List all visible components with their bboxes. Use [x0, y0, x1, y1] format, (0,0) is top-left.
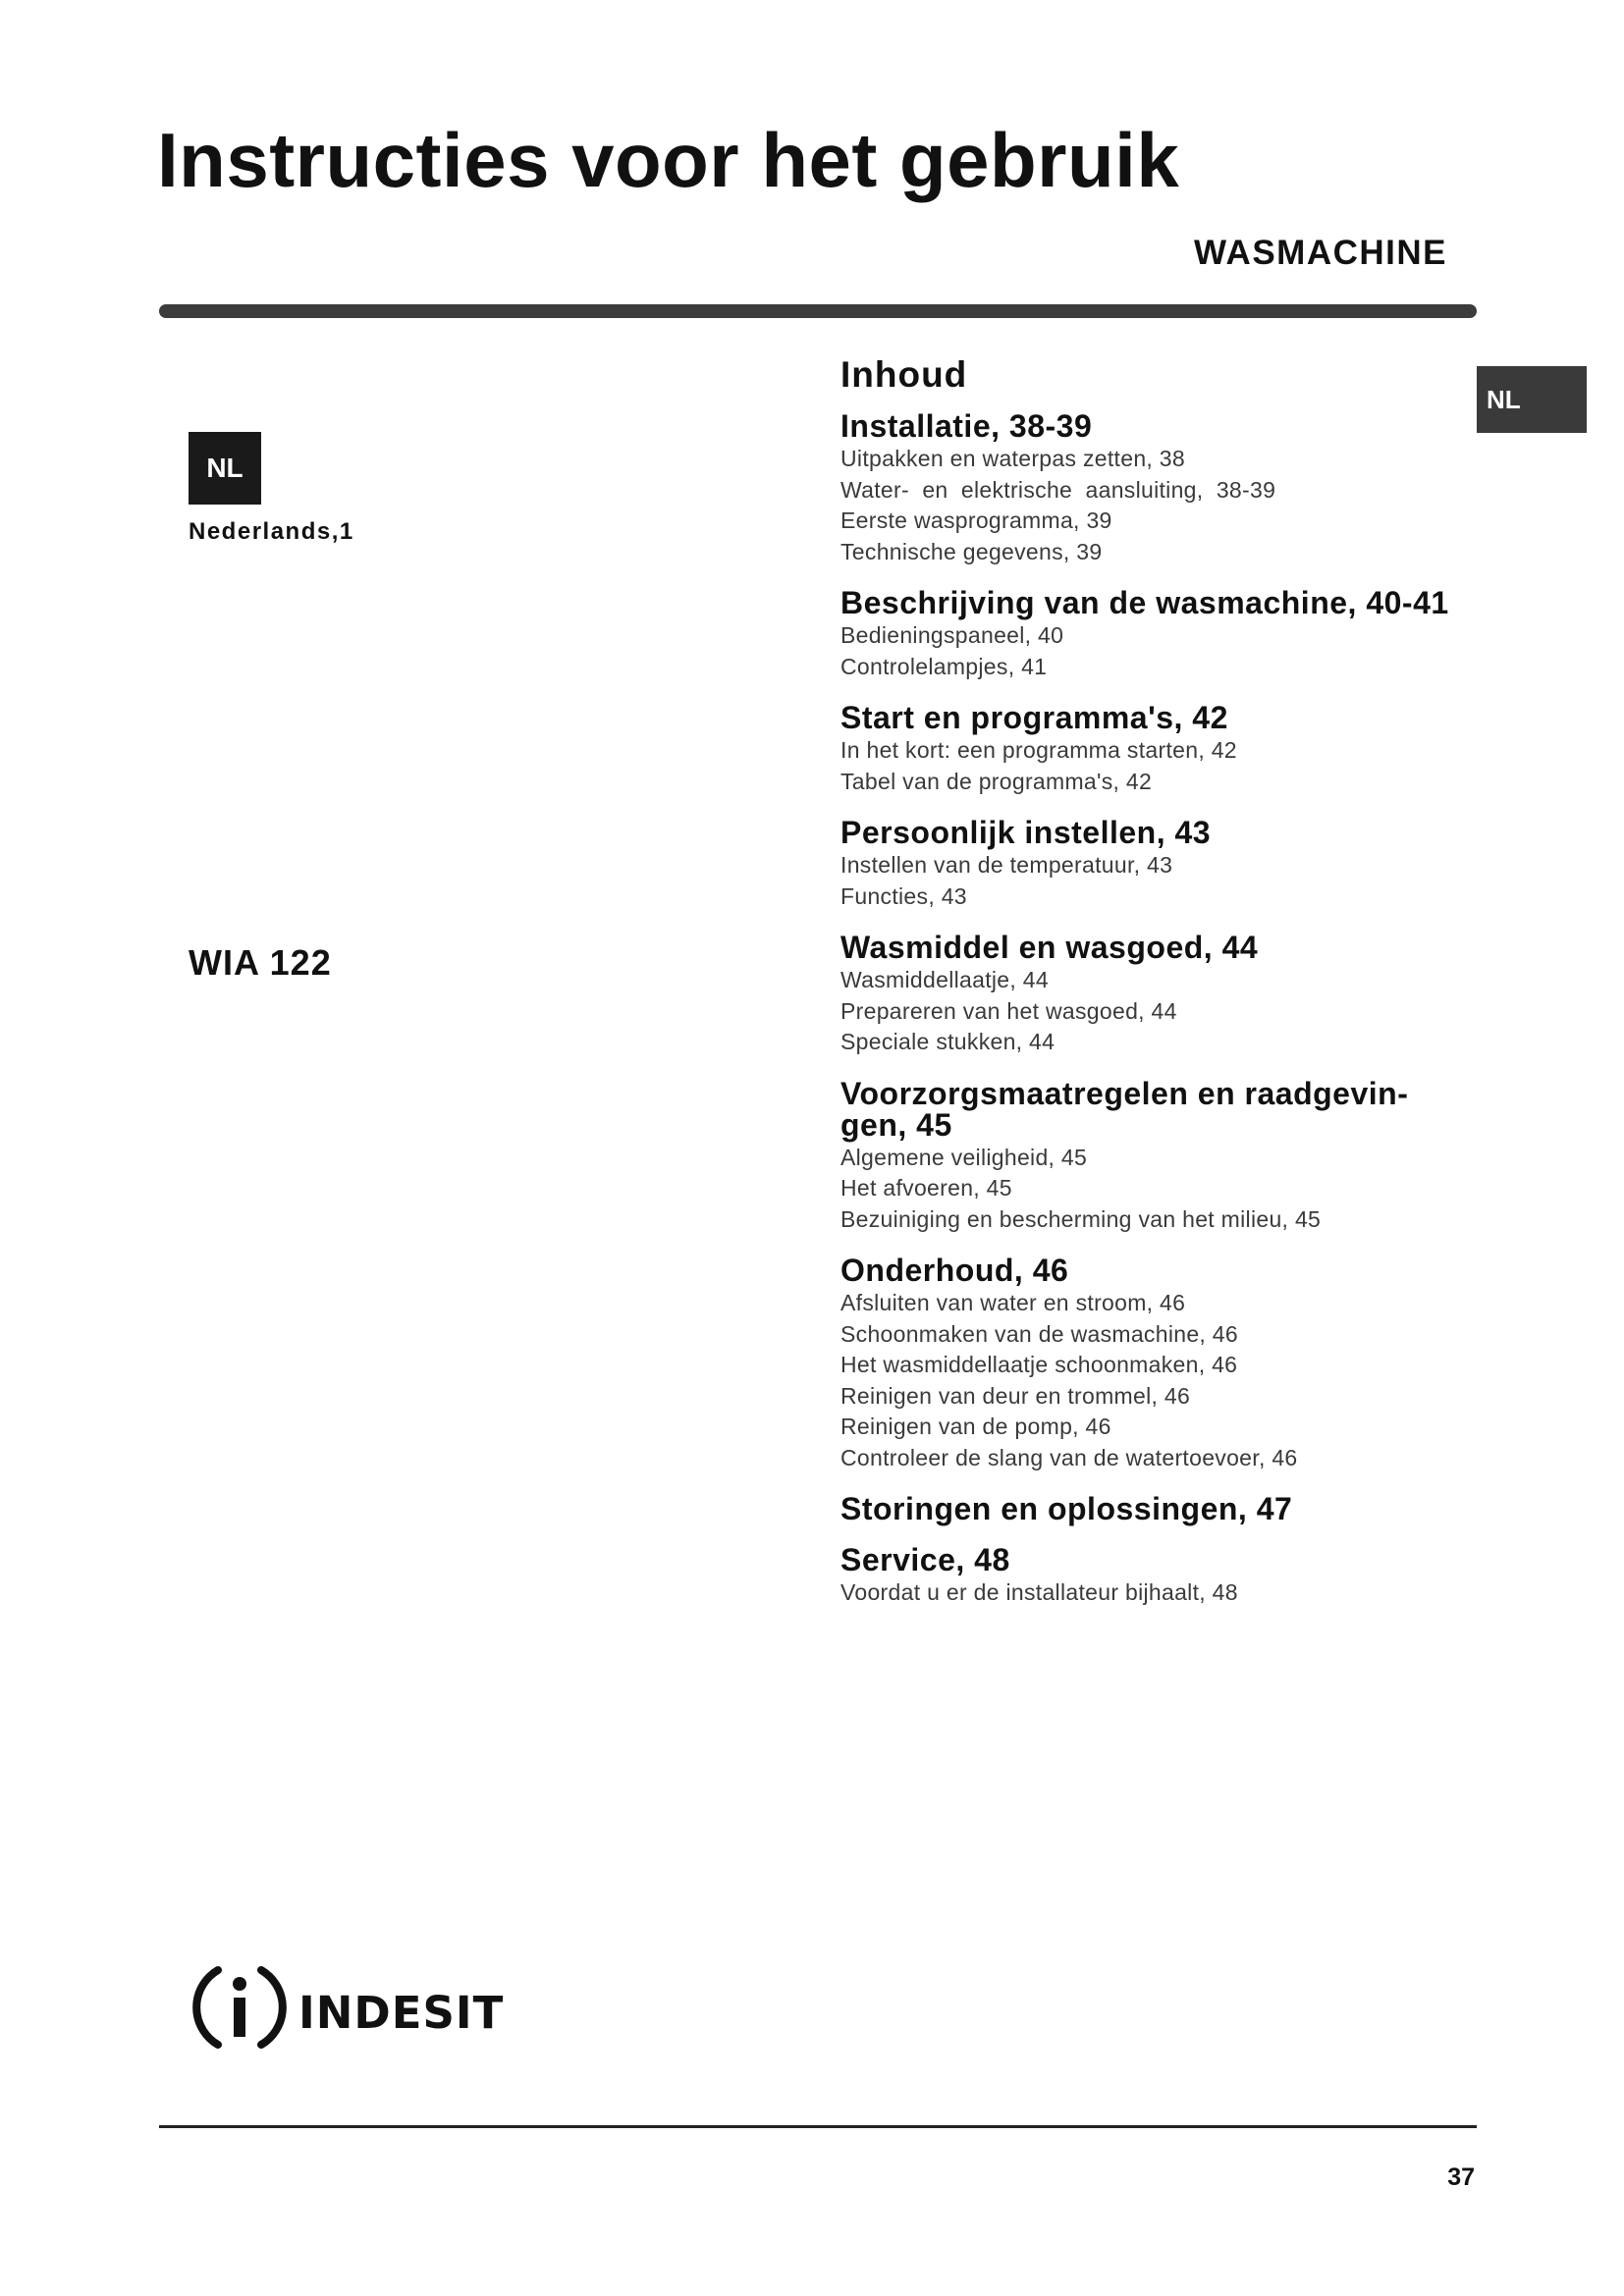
- toc-item: Speciale stukken, 44: [840, 1029, 1056, 1054]
- toc-section-title: Installatie, 38-39: [840, 408, 1093, 444]
- language-badge: NL: [189, 432, 261, 505]
- toc-section: [840, 817, 1469, 912]
- brand-logo-text: indesit: [298, 1971, 505, 2044]
- toc-item: Wasmiddellaatje, 44: [840, 967, 1049, 992]
- table-of-contents: [840, 351, 1469, 1629]
- toc-item: Tabel van de programma's, 42: [840, 768, 1153, 794]
- toc-item: Water- en elektrische aansluiting, 38-39: [840, 476, 1276, 503]
- toc-section-title: Onderhoud, 46: [840, 1253, 1069, 1288]
- toc-item: Afsluiten van water en stroom, 46: [840, 1290, 1186, 1315]
- toc-section: [840, 932, 1469, 1058]
- brand-logo: [189, 1958, 504, 2056]
- toc-section-title: Wasmiddel en wasgoed, 44: [840, 930, 1259, 965]
- toc-item: Controleer de slang van de watertoevoer, 46: [840, 1444, 1298, 1470]
- toc-section: [840, 1075, 1469, 1236]
- footer-divider: [159, 2125, 1477, 2128]
- toc-item: Reinigen van deur en trommel, 46: [840, 1382, 1191, 1409]
- page-title: Instructies voor het gebruik: [157, 117, 1180, 203]
- toc-item: Het wasmiddellaatje schoonmaken, 46: [840, 1352, 1238, 1377]
- toc-item: Controlelampjes, 41: [840, 653, 1048, 679]
- toc-section: [840, 1255, 1469, 1473]
- toc-item: Het afvoeren, 45: [840, 1175, 1012, 1201]
- model-number: WIA 122: [189, 942, 332, 983]
- toc-section: [840, 1493, 1469, 1524]
- language-side-tab: NL: [1477, 366, 1587, 433]
- toc-section: [840, 1544, 1469, 1609]
- toc-item: Functies, 43: [840, 882, 967, 909]
- toc-section-title: Start en programma's, 42: [840, 700, 1228, 735]
- toc-item: Schoonmaken van de wasmachine, 46: [840, 1320, 1238, 1347]
- page-number: 37: [1447, 2163, 1475, 2191]
- toc-section: [840, 587, 1469, 682]
- toc-sections: [840, 410, 1469, 1609]
- toc-item: Instellen van de temperatuur, 43: [840, 852, 1173, 878]
- toc-section: [840, 410, 1469, 567]
- toc-section-title: Voorzorgsmaatregelen en raadgevin- gen, 45: [840, 1075, 1409, 1143]
- toc-item: Bedieningspaneel, 40: [840, 622, 1064, 648]
- toc-item: Eerste wasprogramma, 39: [840, 507, 1112, 533]
- product-type: WASMACHINE: [1193, 234, 1447, 272]
- toc-item: Reinigen van de pomp, 46: [840, 1414, 1111, 1439]
- toc-heading: Inhoud: [840, 354, 968, 395]
- language-name: Nederlands,1: [189, 518, 354, 545]
- toc-item: Voordat u er de installateur bijhaalt, 48: [840, 1579, 1238, 1605]
- toc-item: Technische gegevens, 39: [840, 538, 1103, 564]
- toc-section-title: Beschrijving van de wasmachine, 40-41: [840, 585, 1449, 620]
- toc-item: Prepareren van het wasgoed, 44: [840, 997, 1177, 1024]
- toc-section: [840, 702, 1469, 797]
- toc-item: Bezuiniging en bescherming van het milieu, 45: [840, 1205, 1322, 1232]
- toc-section-title: Service, 48: [840, 1542, 1010, 1577]
- toc-section-title: Persoonlijk instellen, 43: [840, 815, 1212, 850]
- toc-item: Uitpakken en waterpas zetten, 38: [840, 446, 1185, 471]
- toc-section-title: Storingen en oplossingen, 47: [840, 1491, 1293, 1526]
- header-divider: [159, 304, 1477, 318]
- toc-item: In het kort: een programma starten, 42: [840, 737, 1237, 763]
- toc-item: Algemene veiligheid, 45: [840, 1144, 1088, 1170]
- info-circle-icon: [189, 1956, 291, 2058]
